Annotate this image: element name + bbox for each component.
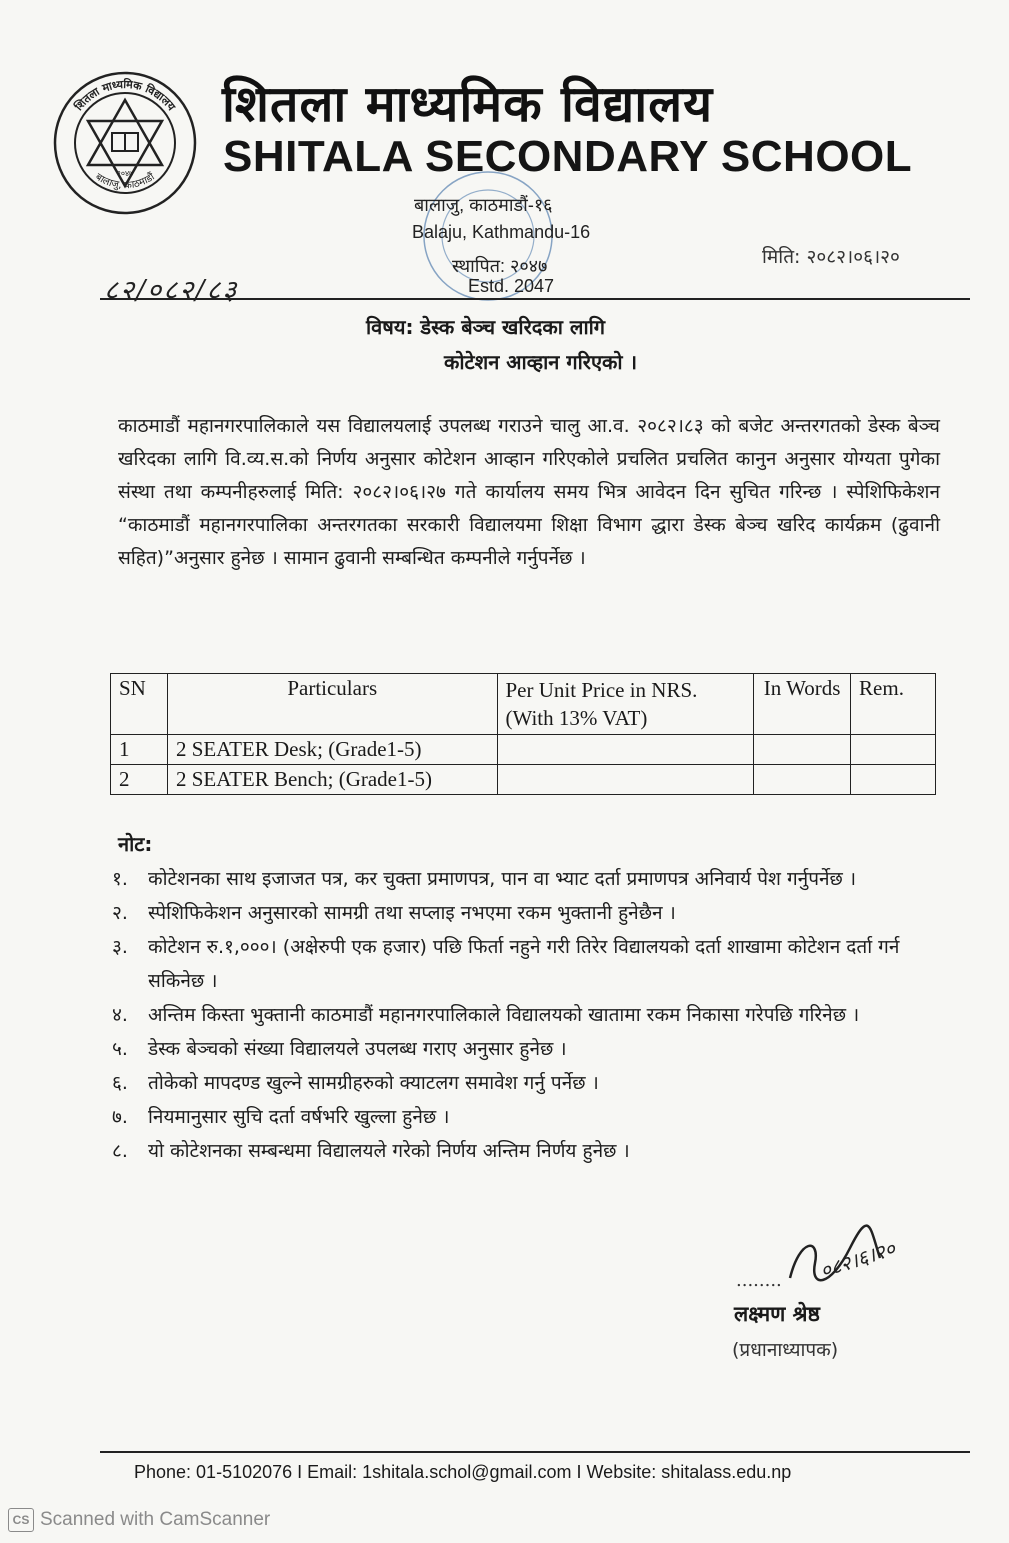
- row-sn: 2: [111, 765, 168, 795]
- handwritten-signature: [760, 1218, 940, 1298]
- notes-heading: नोट:: [118, 832, 153, 856]
- body-paragraph: काठमाडौं महानगरपालिकाले यस विद्यालयलाई उपलब्ध गराउने चालु आ.व. २०८२।८३ को बजेट अन्तरगतको डेस्क बेञ्च खरिदका लागि वि.व्य.स.को निर्णय अनुसार कोटेशन आव्हान गरिएकोले प्रचलित प्रचलित कानुन अनुसार योग्यता पुगेका संस्था तथा कम्पनीहरुलाई मिति: २०८२।०६।२७ गते कार्यालय समय भित्र आवेदन दिन सुचित गरिन्छ । स्पेशिफिकेशन “काठमाडौं महानगरपालिका अन्तरगतका सरकारी विद्यालयमा शिक्षा विभाग द्धारा डेस्क बेञ्च खरिद कार्यक्रम (ढुवानी सहित)”अनुसार हुनेछ । सामान ढुवानी सम्बन्धित कम्पनीले गर्नुपर्नेछ ।: [118, 415, 940, 569]
- note-number: ६.: [112, 1072, 128, 1094]
- footer-divider: [100, 1451, 970, 1453]
- note-text: अन्तिम किस्ता भुक्तानी काठमाडौं महानगरपालिकाले विद्यालयको खातामा रकम निकासा गरेपछि गरिनेछ ।: [148, 1004, 860, 1026]
- note-text: कोटेशन रु.१,०००। (अक्षेरुपी एक हजार) पछि फिर्ता नहुने गरी तिरेर विद्यालयको दर्ता शाखामा कोटेशन दर्ता गर्न सकिनेछ ।: [148, 936, 900, 992]
- address-nepali: बालाजु, काठमाडौं-१६: [414, 195, 553, 215]
- row-words: [754, 765, 851, 795]
- reference-number: ८२/०८२/८३: [104, 275, 239, 306]
- list-item: [112, 1032, 932, 1066]
- list-item: [112, 1100, 932, 1134]
- row-price: [497, 765, 754, 795]
- footer-contact: Phone: 01-5102076 I Email: 1shitala.schol@gmail.com I Website: shitalass.edu.np: [134, 1462, 792, 1482]
- row-words: [754, 735, 851, 765]
- table-row: [111, 735, 936, 765]
- subject-line-2: कोटेशन आव्हान गरिएको ।: [444, 350, 638, 374]
- list-item: [112, 896, 932, 930]
- school-name-english: SHITALA SECONDARY SCHOOL: [223, 132, 913, 181]
- quotation-table: [110, 673, 936, 795]
- note-text: नियमानुसार सुचि दर्ता वर्षभरि खुल्ला हुनेछ ।: [148, 1106, 450, 1128]
- note-number: २.: [112, 902, 128, 924]
- note-number: ७.: [112, 1106, 128, 1128]
- note-text: यो कोटेशनका सम्बन्धमा विद्यालयले गरेको निर्णय अन्तिम निर्णय हुनेछ ।: [148, 1140, 630, 1162]
- row-particulars: 2 SEATER Desk; (Grade1-5): [167, 735, 497, 765]
- established-nepali: स्थापित: २०४७: [452, 256, 548, 276]
- note-text: स्पेशिफिकेशन अनुसारको सामग्री तथा सप्लाइ नभएमा रकम भुक्तानी हुनेछैन ।: [148, 902, 676, 924]
- note-number: ३.: [112, 936, 128, 958]
- signatory-name: लक्ष्मण श्रेष्ठ: [734, 1302, 820, 1326]
- address-english: Balaju, Kathmandu-16: [412, 222, 591, 242]
- header-divider: [100, 298, 970, 300]
- signatory-title: (प्रधानाध्यापक): [732, 1339, 839, 1361]
- table-row: [111, 765, 936, 795]
- logo-bottom-text: बालाजु, काठमाडौं: [93, 171, 157, 192]
- letter-date: मिति: २०८२।०६।२०: [762, 246, 900, 268]
- note-number: ५.: [112, 1038, 128, 1060]
- header-in-words: In Words: [754, 674, 851, 735]
- list-item: [112, 998, 932, 1032]
- note-text: कोटेशनका साथ इजाजत पत्र, कर चुक्ता प्रमाणपत्र, पान वा भ्याट दर्ता प्रमाणपत्र अनिवार्य पेश गर्नुपर्नेछ ।: [148, 868, 857, 890]
- row-particulars: 2 SEATER Bench; (Grade1-5): [167, 765, 497, 795]
- signature-dots: ........: [736, 1270, 782, 1291]
- list-item: [112, 1134, 932, 1168]
- note-text: डेस्क बेञ्चको संख्या विद्यालयले उपलब्ध गराए अनुसार हुनेछ ।: [148, 1038, 567, 1060]
- subject-line-1: विषय: डेस्क बेञ्च खरिदका लागि: [366, 315, 606, 339]
- row-price: [497, 735, 754, 765]
- logo-year: २०४७: [116, 169, 134, 178]
- list-item: [112, 930, 932, 998]
- camscanner-label: Scanned with CamScanner: [40, 1509, 271, 1530]
- camscanner-icon: CS: [8, 1508, 34, 1532]
- header-price: Per Unit Price in NRS.(With 13% VAT): [497, 674, 754, 735]
- list-item: [112, 1066, 932, 1100]
- note-text: तोकेको मापदण्ड खुल्ने सामग्रीहरुको क्याटलग समावेश गर्नु पर्नेछ ।: [148, 1072, 599, 1094]
- notes-list: [112, 862, 932, 1168]
- signature-date: ०८२।६।२०: [817, 1236, 899, 1283]
- row-remarks: [851, 735, 936, 765]
- header-remarks: Rem.: [851, 674, 936, 735]
- school-name-nepali: शितला माध्यमिक विद्यालय: [222, 75, 714, 133]
- established-english: Estd. 2047: [468, 276, 555, 296]
- row-sn: 1: [111, 735, 168, 765]
- table-header-row: [111, 674, 936, 735]
- header-particulars: Particulars: [167, 674, 497, 735]
- note-number: ८.: [112, 1140, 128, 1162]
- school-logo: [52, 70, 198, 216]
- row-remarks: [851, 765, 936, 795]
- note-number: १.: [112, 868, 128, 890]
- note-number: ४.: [112, 1004, 128, 1026]
- header-sn: SN: [111, 674, 168, 735]
- camscanner-watermark: [8, 1508, 270, 1532]
- logo-ring-text: शितला माध्यमिक विद्यालय: [72, 77, 178, 114]
- list-item: [112, 862, 932, 896]
